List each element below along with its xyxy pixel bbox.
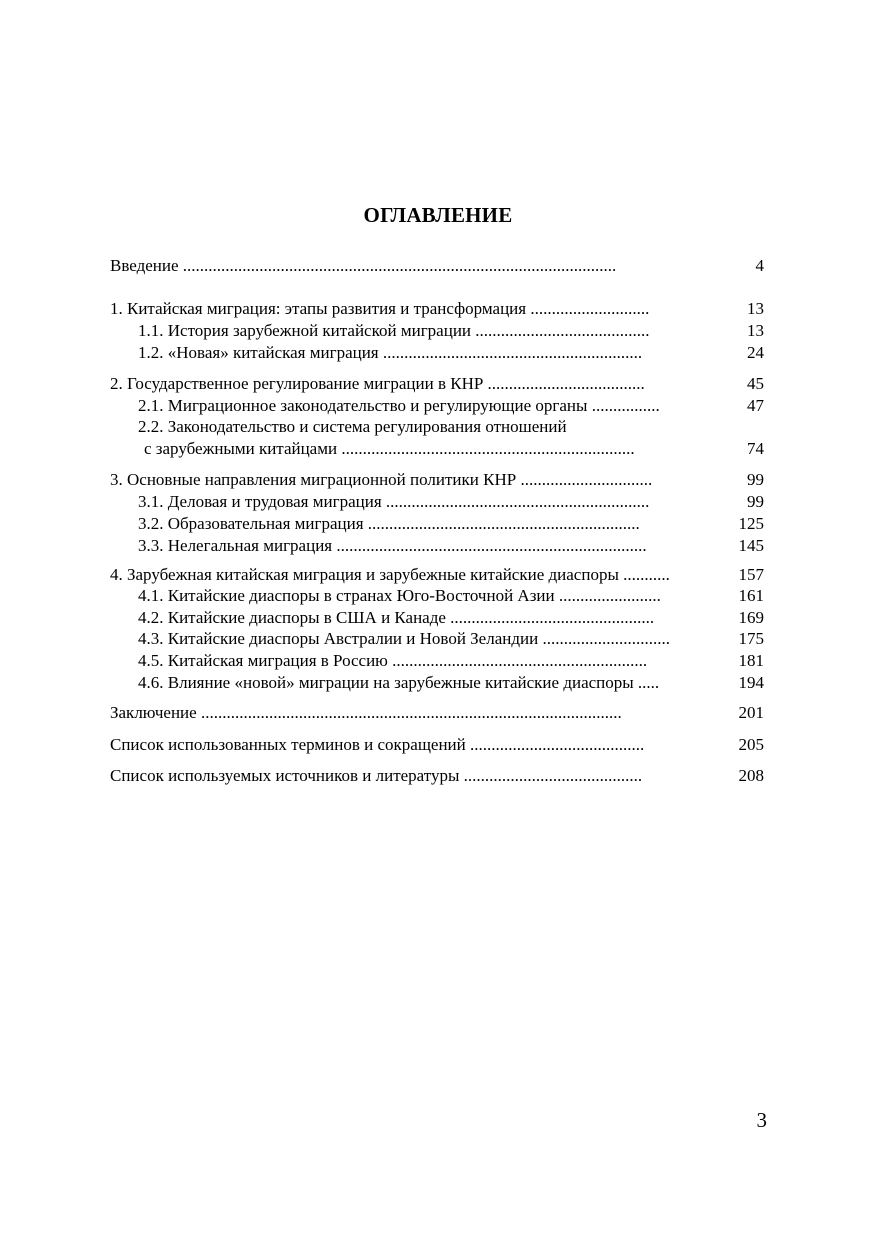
toc-page-4-1: 161 <box>738 586 764 605</box>
toc-entry-4-1: 4.1. Китайские диаспоры в странах Юго-Восточной Азии ........................ <box>138 586 661 605</box>
toc-entry-bibliography: Список используемых источников и литературы .......................................... <box>110 766 643 785</box>
toc-entry-4-5: 4.5. Китайская миграция в Россию ............................................................ <box>138 651 648 670</box>
page-title: ОГЛАВЛЕНИЕ <box>363 203 513 227</box>
toc-entry-4-3: 4.3. Китайские диаспоры Австралии и Новой Зеландии .............................. <box>138 629 670 648</box>
toc-entry-1-1: 1.1. История зарубежной китайской миграции ......................................... <box>138 321 650 340</box>
toc-page-chapter-4: 157 <box>738 565 764 584</box>
toc-page-2-2: 74 <box>747 439 764 458</box>
toc-page-chapter-2: 45 <box>747 374 764 393</box>
toc-page-4-5: 181 <box>738 651 764 670</box>
toc-page-conclusion: 201 <box>738 703 764 722</box>
toc-entry-3-3: 3.3. Нелегальная миграция ......................................................................... <box>138 536 647 555</box>
toc-entry-introduction: Введение ...................................................................................................... <box>110 256 617 275</box>
toc-page-4-6: 194 <box>738 673 764 692</box>
toc-entry-4-6: 4.6. Влияние «новой» миграции на зарубежные китайские диаспоры ..... <box>138 673 660 692</box>
toc-page-bibliography: 208 <box>738 766 764 785</box>
toc-entry-chapter-3: 3. Основные направления миграционной политики КНР ............................... <box>110 470 653 489</box>
toc-entry-glossary: Список использованных терминов и сокращений ......................................... <box>110 735 645 754</box>
toc-page-1-2: 24 <box>747 343 764 362</box>
toc-entry-2-1: 2.1. Миграционное законодательство и регулирующие органы ................ <box>138 396 660 415</box>
toc-page-3-2: 125 <box>738 514 764 533</box>
toc-page-1-1: 13 <box>747 321 764 340</box>
toc-entry-4-2: 4.2. Китайские диаспоры в США и Канаде ................................................ <box>138 608 655 627</box>
toc-page-3-1: 99 <box>747 492 764 511</box>
toc-page-3-3: 145 <box>738 536 764 555</box>
toc-page-introduction: 4 <box>755 256 764 275</box>
toc-page-chapter-1: 13 <box>747 299 764 318</box>
toc-entry-1-2: 1.2. «Новая» китайская миграция ............................................................. <box>138 343 643 362</box>
toc-page-glossary: 205 <box>738 735 764 754</box>
toc-entry-3-1: 3.1. Деловая и трудовая миграция .............................................................. <box>138 492 650 511</box>
toc-page-4-3: 175 <box>738 629 764 648</box>
toc-page-4-2: 169 <box>738 608 764 627</box>
toc-entry-chapter-4: 4. Зарубежная китайская миграция и зарубежные китайские диаспоры ........... <box>110 565 670 584</box>
page-number: 3 <box>756 1108 767 1132</box>
toc-entry-chapter-2: 2. Государственное регулирование миграции в КНР ..................................... <box>110 374 645 393</box>
toc-entry-3-2: 3.2. Образовательная миграция ................................................................ <box>138 514 640 533</box>
toc-entry-conclusion: Заключение ................................................................................................... <box>110 703 622 722</box>
toc-page-2-1: 47 <box>747 396 764 415</box>
toc-entry-chapter-1: 1. Китайская миграция: этапы развития и трансформация ............................ <box>110 299 650 318</box>
toc-entry-2-2: 2.2. Законодательство и система регулирования отношений <box>138 417 567 436</box>
toc-entry-2-2-continued: с зарубежными китайцами ..................................................................... <box>144 439 635 458</box>
toc-page-chapter-3: 99 <box>747 470 764 489</box>
